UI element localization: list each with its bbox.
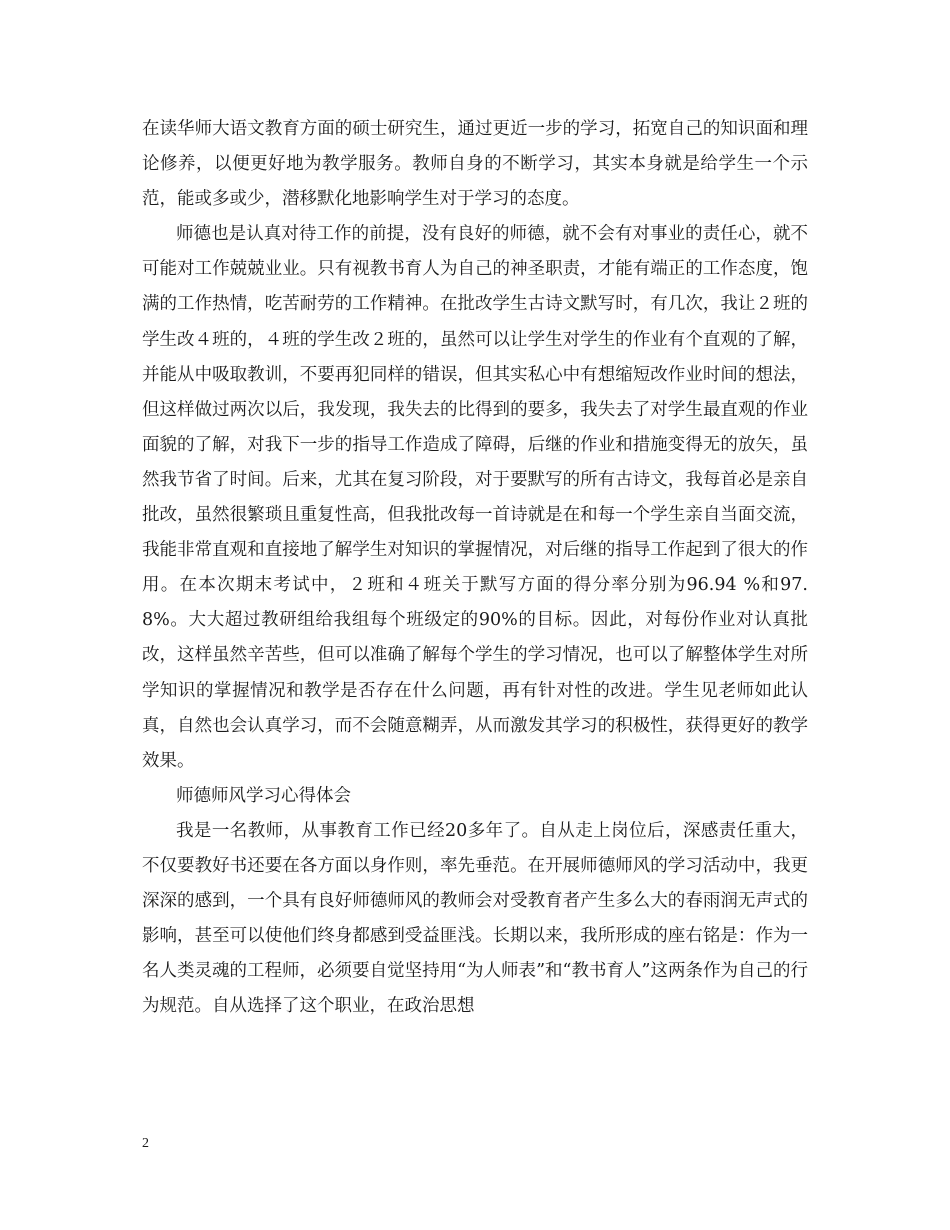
paragraph-introduction: 我是一名教师，从事教育工作已经20多年了。自从走上岗位后，深感责任重大，不仅要教好书还要在各方面以身作则，率先垂范。在开展师德师风的学习活动中，我更深深的感到，一个具有良好师德师风的教师会对受教育者产生多么大的春雨润无声式的影响，甚至可以使他们终身都感到受益匪浅。长期以来，我所形成的座右铭是：作为一名人类灵魂的工程师，必须要自觉坚持用“为人师表”和“教书育人”这两条作为自己的行为规范。自从选择了这个职业，在政治思想: [142, 820, 808, 1017]
page-number: 2: [142, 1136, 149, 1151]
section-heading: 师德师风学习心得体会: [176, 785, 351, 806]
paragraph-continuation: 在读华师大语文教育方面的硕士研究生，通过更近一步的学习，拓宽自己的知识面和理论修养，以便更好地为教学服务。教师自身的不断学习，其实本身就是给学生一个示范，能或多或少，潜移默化地影响学生对于学习的态度。: [142, 119, 808, 210]
document-body: [142, 112, 808, 1024]
paragraph-teacher-ethics: 师德也是认真对待工作的前提，没有良好的师德，就不会有对事业的责任心，就不可能对工作兢兢业业。只有视教书育人为自己的神圣职责，才能有端正的工作态度，饱满的工作热情，吃苦耐劳的工作精神。在批改学生古诗文默写时，有几次，我让２班的学生改４班的，４班的学生改２班的，虽然可以让学生对学生的作业有个直观的了解，并能从中吸取教训，不要再犯同样的错误，但其实私心中有想缩短改作业时间的想法，但这样做过两次以后，我发现，我失去的比得到的要多，我失去了对学生最直观的作业面貌的了解，对我下一步的指导工作造成了障碍，后继的作业和措施变得无的放矢，虽然我节省了时间。后来，尤其在复习阶段，对于要默写的所有古诗文，我每首必是亲自批改，虽然很繁琐且重复性高，但我批改每一首诗就是在和每一个学生亲自当面交流，我能非常直观和直接地了解学生对知识的掌握情况，对后继的指导工作起到了很大的作用。在本次期末考试中，２班和４班关于默写方面的得分率分别为96.94 %和97.8%。大大超过教研组给我组每个班级定的90%的目标。因此，对每份作业对认真批改，这样虽然辛苦些，但可以准确了解每个学生的学习情况，也可以了解整体学生对所学知识的掌握情况和教学是否存在什么问题，再有针对性的改进。学生见老师如此认真，自然也会认真学习，而不会随意糊弄，从而激发其学习的积极性，获得更好的教学效果。: [142, 224, 808, 771]
